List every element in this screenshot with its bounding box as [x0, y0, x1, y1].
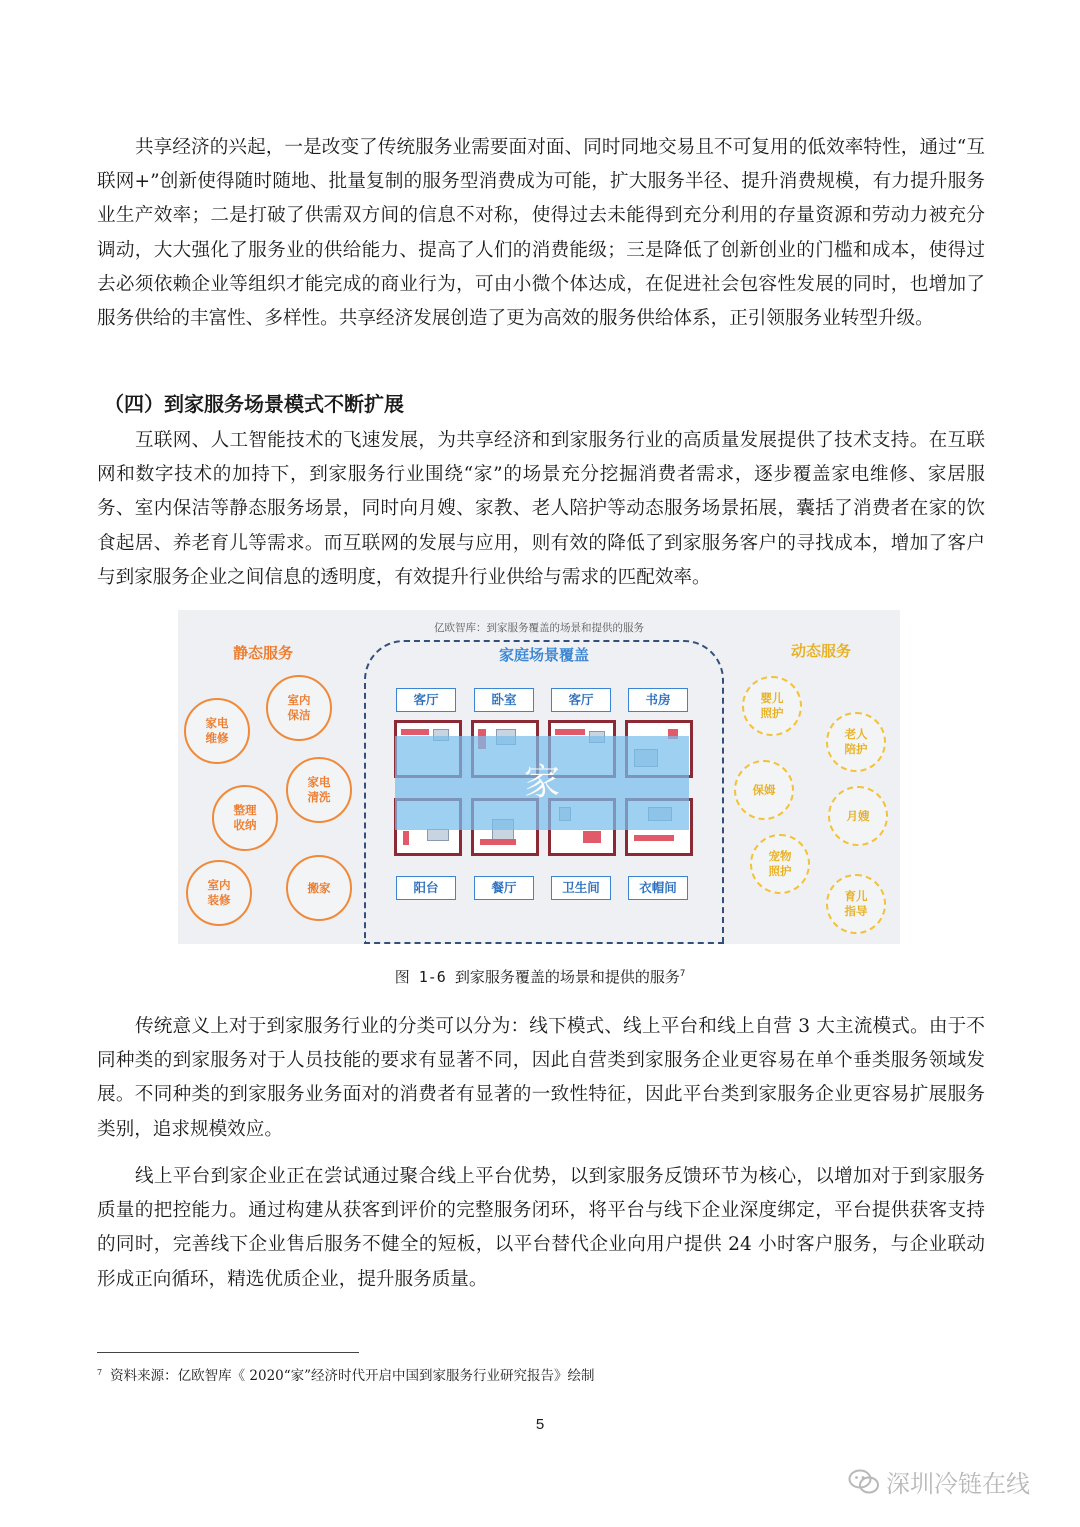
footnote-divider — [97, 1352, 359, 1353]
footnote-number: 7 — [97, 1367, 103, 1377]
figure-title: 亿欧智库：到家服务覆盖的场景和提供的服务 — [434, 622, 644, 634]
static-services-title: 静态服务 — [232, 644, 293, 662]
dynamic-service-circle: 老人 陪护 — [826, 712, 886, 772]
room-label-living-room: 客厅 — [551, 688, 611, 712]
paragraph-online-platform: 线上平台到家企业正在尝试通过聚合线上平台优势，以到家服务反馈环节为核心，以增加对于到家服务质量的把控能力。通过构建从获客到评价的完整服务闭环，将平台与线下企业深度绑定，平台提供获客支持的同时，完善线下企业售后服务不健全的短板，以平台替代企业向用户提供 24 小时客户服务，与企业联动形成正向循环，精选优质企业，提升服务质量。 — [97, 1166, 985, 1290]
caption-footnote-ref: 7 — [679, 969, 686, 979]
paragraph-home-service-scenes: 互联网、人工智能技术的飞速发展，为共享经济和到家服务行业的高质量发展提供了技术支持。在互联网和数字技术的加持下，到家服务行业围绕“家”的场景充分挖掘消费者需求，逐步覆盖家电维修、家居服务、室内保洁等静态服务场景，同时向月嫂、家教、老人陪护等动态服务场景拓展，囊括了消费者在家的饮食起居、养老育儿等需求。而互联网的发展与应用，则有效的降低了到家服务客户的寻找成本，增加了客户与到家服务企业之间信息的透明度，有效提升行业供给与需求的匹配效率。 — [97, 430, 985, 588]
watermark — [848, 1464, 1030, 1499]
section-heading: （四）到家服务场景模式不断扩展 — [104, 392, 404, 416]
dynamic-service-circle: 月嫂 — [828, 786, 888, 846]
room-label-study: 书房 — [628, 688, 688, 712]
dynamic-service-circle: 保姆 — [734, 760, 794, 820]
dynamic-services-title: 动态服务 — [790, 642, 851, 660]
wechat-icon — [848, 1468, 880, 1496]
room-label-cloakroom: 衣帽间 — [628, 876, 688, 900]
dynamic-service-circle: 育儿 指导 — [826, 874, 886, 934]
static-service-circle: 家电 清洗 — [286, 757, 352, 823]
house-scene-title: 家庭场景覆盖 — [498, 646, 589, 664]
static-service-circle: 搬家 — [286, 855, 352, 921]
paragraph-sharing-economy: 共享经济的兴起，一是改变了传统服务业需要面对面、同时同地交易且不可复用的低效率特性，通过“互联网+”创新使得随时随地、批量复制的服务型消费成为可能，扩大服务半径、提升消费规模，有力提升服务业生产效率；二是打破了供需双方间的信息不对称，使得过去未能得到充分利用的存量资源和劳动力被充分调动，大大强化了服务业的供给能力、提高了人们的消费能级；三是降低了创新创业的门槛和成本，使得过去必须依赖企业等组织才能完成的商业行为，可由小微个体达成，在促进社会包容性发展的同时，也增加了服务供给的丰富性、多样性。共享经济发展创造了更为高效的服务供给体系，正引领服务业转型升级。 — [97, 137, 985, 330]
static-service-circle: 室内 装修 — [186, 860, 252, 926]
room-label-balcony: 阳台 — [396, 876, 456, 900]
footnote-text: 资料来源：亿欧智库《 2020“家”经济时代开启中国到家服务行业研究报告》绘制 — [110, 1368, 595, 1384]
figure-home-service-scenes — [178, 610, 900, 944]
static-service-circle: 家电 维修 — [184, 698, 250, 764]
room-label-dining-room: 餐厅 — [474, 876, 534, 900]
caption-text: 图 1-6 到家服务覆盖的场景和提供的服务 — [394, 968, 680, 986]
page-number: 5 — [535, 1416, 545, 1433]
home-character: 家 — [523, 762, 560, 803]
dynamic-service-circle: 婴儿 照护 — [742, 676, 802, 736]
dynamic-service-circle: 宠物 照护 — [750, 834, 810, 894]
static-service-circle: 整理 收纳 — [212, 785, 278, 851]
room-label-bedroom: 卧室 — [474, 688, 534, 712]
watermark-text: 深圳冷链在线 — [886, 1470, 1030, 1498]
figure-caption — [0, 966, 1080, 987]
footnote — [97, 1364, 595, 1384]
paragraph-service-classification: 传统意义上对于到家服务行业的分类可以分为：线下模式、线上平台和线上自营 3 大主流模式。由于不同种类的到家服务对于人员技能的要求有显著不同，因此自营类到家服务企业更容易在单个垂类服务领域发展。不同种类的到家服务业务面对的消费者有显著的一致性特征，因此平台类到家服务企业更容易扩展服务类别，追求规模效应。 — [97, 1016, 985, 1140]
room-label-bathroom: 卫生间 — [551, 876, 611, 900]
room-label-living-room: 客厅 — [396, 688, 456, 712]
static-service-circle: 室内 保洁 — [266, 675, 332, 741]
